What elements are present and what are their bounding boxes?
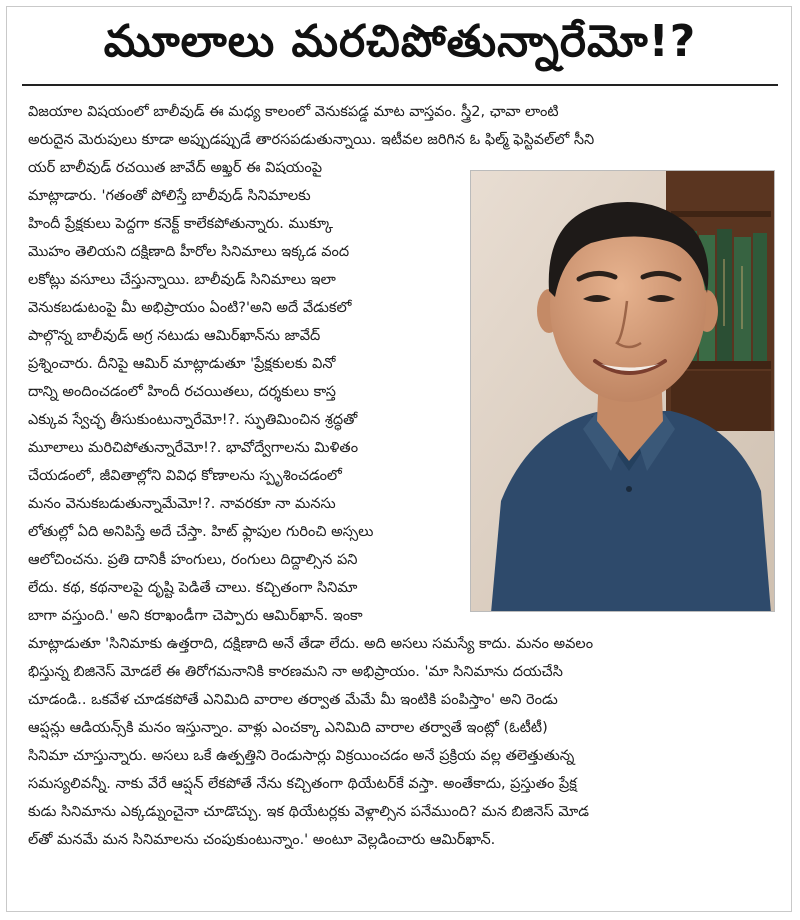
body-line: హిందీ ప్రేక్షకులు పెద్దగా కనెక్ట్ కాలేకపోతున్నారు. ముక్కూ [28,216,334,232]
body-line: బాగా వస్తుంది.' అని కరాఖండీగా చెప్పారు ఆమిర్‌ఖాన్. ఇంకా [28,608,363,624]
body-line: మనం వెనుకబడుతున్నామేమో!?. నావరకూ నా మనసు [28,496,336,512]
body-line: అరుదైన మెరుపులు కూడా అప్పుడప్పుడే తారసపడుతున్నాయి. ఇటీవల జరిగిన ఓ ఫిల్మ్ ఫెస్టివల్‌లో సీని [28,132,595,148]
body-line: ప్రశ్నించారు. దీనిపై ఆమిర్ మాట్లాడుతూ 'ప్రేక్షకులకు వినో [28,356,336,372]
body-line: సినిమా చూస్తున్నారు. అసలు ఒకే ఉత్పత్తిని రెండుసార్లు విక్రయించడం అనే ప్రక్రియ వల్ల తలెత్తుతున్న [28,748,575,764]
body-line: విజయాల విషయంలో బాలీవుడ్ ఈ మధ్య కాలంలో వెనుకపడ్డ మాట వాస్తవం. స్త్రీ2, ఛావా లాంటి [28,104,559,120]
article-headline: మూలాలు మరచిపోతున్నారేమో!? [103,16,697,67]
portrait-photo [470,170,775,612]
body-line: దాన్ని అందించడంలో హిందీ రచయితలు, దర్శకులు కాస్త [28,384,336,400]
body-line: కుడు సినిమాను ఎక్కడ్నుంచైనా చూడొచ్చు. ఇక థియేటర్లకు వెళ్లాల్సిన పనేముంది? మన బిజినెస్ మోడ [28,804,590,820]
body-line: లకోట్లు వసూలు చేస్తున్నాయి. బాలీవుడ్ సినిమాలు ఇలా [28,272,336,288]
body-line: వెనుకబడుటంపై మీ అభిప్రాయం ఏంటి?'అని అదే వేడుకలో [28,300,352,316]
body-line: చూడండి.. ఒకవేళ చూడకపోతే ఎనిమిది వారాల తర్వాత మేమే మీ ఇంటికి పంపిస్తాం' అని రెండు [28,692,558,708]
person-portrait-icon [471,171,775,612]
body-line: చేయడంలో, జీవితాల్లోని వివిధ కోణాలను స్పృశించడంలో [28,468,342,484]
body-line: లోతుల్లో ఏది అనిపిస్తే అదే చేస్తా. హిట్ ఫ్లాపుల గురించి అస్సలు [28,524,374,540]
body-line: సమస్యలివన్నీ. నాకు వేరే ఆప్షన్ లేకపోతే నేను కచ్చితంగా థియేటర్‌కే వస్తా. అంతేకాదు, ప్రస్తుతం ప్రేక్ష [28,776,577,792]
body-line: ఆలోచించను. ప్రతి దానికీ హంగులు, రంగులు దిద్దాల్సిన పని [28,552,358,568]
body-line: ల్‌తో మనమే మన సినిమాలను చంపుకుంటున్నాం.' అంటూ వెల్లడించారు ఆమిర్‌ఖాన్. [28,832,496,848]
body-line: మాట్లాడారు. 'గతంతో పోలిస్తే బాలీవుడ్ సినిమాలకు [28,188,311,204]
body-line: యర్ బాలీవుడ్ రచయిత జావేద్ అఖ్తర్ ఈ విషయంపై [28,160,323,176]
body-line: పాల్గొన్న బాలీవుడ్ అగ్ర నటుడు ఆమిర్‌ఖాన్‌ను జావేద్ [28,328,321,344]
body-line: మొహం తెలియని దక్షిణాది హీరోల సినిమాలు ఇక్కడ వంద [28,244,350,260]
body-line: మూలాలు మరిచిపోతున్నారేమో!?. భావోద్వేగాలను మిళితం [28,440,359,456]
body-line: ఎక్కువ స్వేచ్ఛ తీసుకుంటున్నారేమో!?. స్ఫుతిమించిన శ్రద్ధతో [28,412,358,428]
body-line: లేదు. కథ, కథనాలపై దృష్టి పెడితే చాలు. కచ్చితంగా సినిమా [28,580,358,596]
headline-divider [22,84,778,86]
body-line: ఆప్షన్లు ఆడియన్స్‌కి మనం ఇస్తున్నాం. వాళ్లు ఎంచక్కా ఎనిమిది వారాల తర్వాతే ఇంట్లో (ఓటీటీ) [28,720,548,736]
body-line: భిస్తున్న బిజినెస్ మోడలే ఈ తిరోగమనానికి కారణమని నా అభిప్రాయం. 'మా సినిమాను దయచేసి [28,664,563,680]
body-line: మాట్లాడుతూ 'సినిమాకు ఉత్తరాది, దక్షిణాది అనే తేడా లేదు. అది అసలు సమస్యే కాదు. మనం అవలం [28,636,594,652]
